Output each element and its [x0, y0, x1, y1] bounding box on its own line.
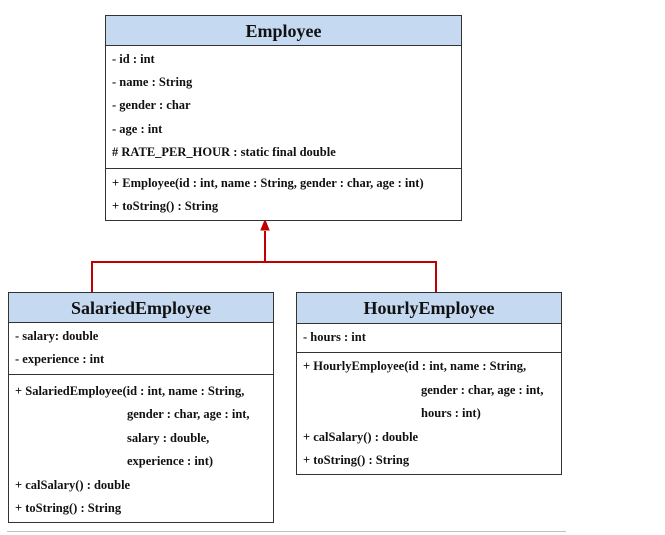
employee-attr-age: - age : int [112, 122, 163, 136]
hourly-employee-class-name: HourlyEmployee [297, 293, 561, 324]
hourly-method-tostring: + toString() : String [303, 453, 410, 467]
salaried-method-constructor-line4: experience : int) [127, 454, 214, 468]
hourly-employee-methods [297, 352, 561, 474]
salaried-method-calsalary: + calSalary() : double [15, 478, 131, 492]
employee-class [105, 15, 462, 221]
salaried-employee-methods [9, 374, 273, 522]
employee-attr-id: - id : int [112, 52, 155, 66]
connector-line-salaried [92, 231, 265, 292]
employee-attributes [106, 46, 461, 168]
employee-attr-rate-per-hour: # RATE_PER_HOUR : static final double [112, 145, 336, 159]
employee-attr-name: - name : String [112, 75, 193, 89]
employee-methods [106, 168, 461, 220]
hourly-employee-attributes [297, 324, 561, 352]
salaried-method-constructor: + SalariedEmployee(id : int, name : String, [15, 384, 245, 398]
employee-class-name: Employee [106, 16, 461, 46]
salaried-method-tostring: + toString() : String [15, 501, 122, 515]
hourly-method-constructor-line3: hours : int) [421, 406, 481, 420]
page-bottom-rule [7, 531, 566, 532]
employee-method-tostring: + toString() : String [112, 199, 219, 213]
employee-attr-gender: - gender : char [112, 98, 191, 112]
connector-line-hourly [265, 262, 436, 292]
hourly-method-constructor-line2: gender : char, age : int, [421, 383, 544, 397]
hourly-employee-class [296, 292, 562, 475]
salaried-employee-class-name: SalariedEmployee [9, 293, 273, 323]
salaried-employee-attributes [9, 323, 273, 374]
inheritance-arrowhead [261, 220, 269, 230]
hourly-method-constructor: + HourlyEmployee(id : int, name : String, [303, 359, 527, 373]
salaried-attr-experience: - experience : int [15, 352, 105, 366]
salaried-method-constructor-line3: salary : double, [127, 431, 210, 445]
salaried-attr-salary: - salary: double [15, 329, 99, 343]
salaried-employee-class [8, 292, 274, 523]
salaried-method-constructor-line2: gender : char, age : int, [127, 407, 250, 421]
hourly-attr-hours: - hours : int [303, 330, 366, 344]
hourly-method-calsalary: + calSalary() : double [303, 430, 419, 444]
employee-method-constructor: + Employee(id : int, name : String, gender : char, age : int) [112, 176, 424, 190]
